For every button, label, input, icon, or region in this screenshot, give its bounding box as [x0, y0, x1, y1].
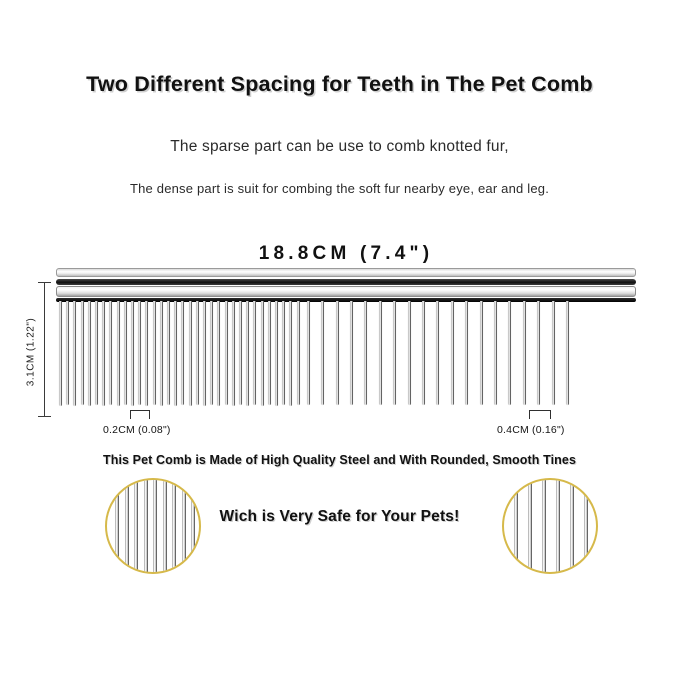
magnified-tooth: [556, 480, 560, 572]
comb-tooth: [196, 301, 199, 405]
comb-tooth: [232, 301, 235, 406]
material-text: This Pet Comb is Made of High Quality Steel and With Rounded, Smooth Tines: [102, 453, 577, 467]
sparse-gap-label: 0.4CM (0.16"): [497, 424, 565, 436]
comb-tooth: [537, 301, 540, 405]
dense-gap-tick-left: [130, 410, 131, 419]
comb-tooth: [253, 301, 256, 405]
comb-tooth: [465, 301, 468, 405]
comb-tooth: [508, 301, 511, 405]
comb-tooth: [73, 301, 76, 406]
magnified-tooth: [172, 480, 176, 572]
comb-tooth: [160, 301, 163, 406]
comb-tooth: [364, 301, 367, 405]
magnified-tooth: [570, 480, 574, 572]
comb-tooth: [379, 301, 382, 405]
dense-gap-marker: [130, 410, 150, 420]
comb-tooth: [393, 301, 396, 405]
comb-tooth: [109, 301, 112, 405]
magnified-tooth: [134, 480, 138, 572]
comb-tooth: [552, 301, 555, 405]
dense-teeth-magnifier: [105, 478, 201, 574]
dense-gap-label: 0.2CM (0.08"): [103, 424, 171, 436]
magnified-tooth: [191, 480, 195, 572]
comb-tooth: [59, 301, 62, 406]
comb-tooth: [307, 301, 310, 405]
height-dimension-cap-bottom: [38, 416, 51, 417]
magnified-tooth: [125, 480, 129, 572]
magnified-tooth: [144, 480, 148, 572]
page-title: Two Different Spacing for Teeth in The Pet Comb: [86, 72, 593, 96]
comb-tooth: [436, 301, 439, 405]
comb-tooth: [153, 301, 156, 405]
sparse-teeth-magnifier-content: [504, 480, 596, 572]
comb-tooth: [480, 301, 483, 405]
comb-tooth: [422, 301, 425, 405]
height-dimension-cap-top: [38, 282, 51, 283]
comb-tooth: [246, 301, 249, 406]
safety-text: Wich is Very Safe for Your Pets!: [219, 508, 460, 525]
comb-tooth: [297, 301, 300, 405]
comb-tooth: [189, 301, 192, 406]
magnified-tooth: [163, 480, 167, 572]
subtitle-sparse: The sparse part can be use to comb knotted fur,: [170, 138, 509, 155]
comb-tooth: [451, 301, 454, 405]
comb-tooth: [494, 301, 497, 405]
comb-tooth: [217, 301, 220, 406]
height-dimension-line: [44, 282, 45, 416]
comb-tooth: [523, 301, 526, 405]
width-dimension-label: 18.8CM (7.4"): [258, 243, 434, 264]
comb-tooth: [88, 301, 91, 406]
comb-illustration: [56, 268, 636, 418]
comb-tooth: [282, 301, 285, 405]
comb-tooth: [138, 301, 141, 405]
comb-tooth: [566, 301, 569, 405]
sparse-gap-line: [529, 410, 551, 411]
comb-tooth: [275, 301, 278, 406]
comb-tooth: [81, 301, 84, 405]
comb-tooth: [102, 301, 105, 406]
magnified-tooth: [115, 480, 119, 572]
comb-tooth: [174, 301, 177, 406]
comb-tooth: [124, 301, 127, 405]
comb-teeth-group: [56, 301, 636, 411]
comb-tooth: [66, 301, 69, 405]
comb-tooth: [239, 301, 242, 405]
magnified-tooth: [514, 480, 518, 572]
magnified-tooth: [153, 480, 157, 572]
comb-tooth: [408, 301, 411, 405]
sparse-teeth-magnifier: [502, 478, 598, 574]
comb-tooth: [336, 301, 339, 405]
dense-gap-line: [130, 410, 150, 411]
magnified-tooth: [584, 480, 588, 572]
comb-tooth: [225, 301, 228, 405]
dense-gap-tick-right: [149, 410, 150, 419]
comb-tooth: [350, 301, 353, 405]
comb-spine-mid: [56, 286, 636, 297]
comb-tooth: [131, 301, 134, 406]
comb-spine-top: [56, 268, 636, 277]
comb-tooth: [95, 301, 98, 405]
magnified-tooth: [542, 480, 546, 572]
magnified-tooth: [528, 480, 532, 572]
comb-tooth: [261, 301, 264, 406]
comb-tooth: [145, 301, 148, 406]
comb-tooth: [203, 301, 206, 406]
subtitle-dense: The dense part is suit for combing the soft fur nearby eye, ear and leg.: [129, 181, 550, 196]
height-dimension-label: [24, 292, 38, 412]
comb-spine-dark: [56, 279, 636, 285]
sparse-gap-tick-right: [550, 410, 551, 419]
height-dimension-text: 3.1CM (1.22"): [25, 317, 37, 387]
dense-teeth-magnifier-content: [107, 480, 199, 572]
sparse-gap-marker: [529, 410, 551, 420]
comb-tooth: [268, 301, 271, 405]
comb-tooth: [181, 301, 184, 405]
comb-tooth: [289, 301, 292, 406]
sparse-gap-tick-left: [529, 410, 530, 419]
magnified-tooth: [182, 480, 186, 572]
comb-tooth: [210, 301, 213, 405]
comb-tooth: [117, 301, 120, 406]
comb-tooth: [321, 301, 324, 405]
comb-tooth: [167, 301, 170, 405]
